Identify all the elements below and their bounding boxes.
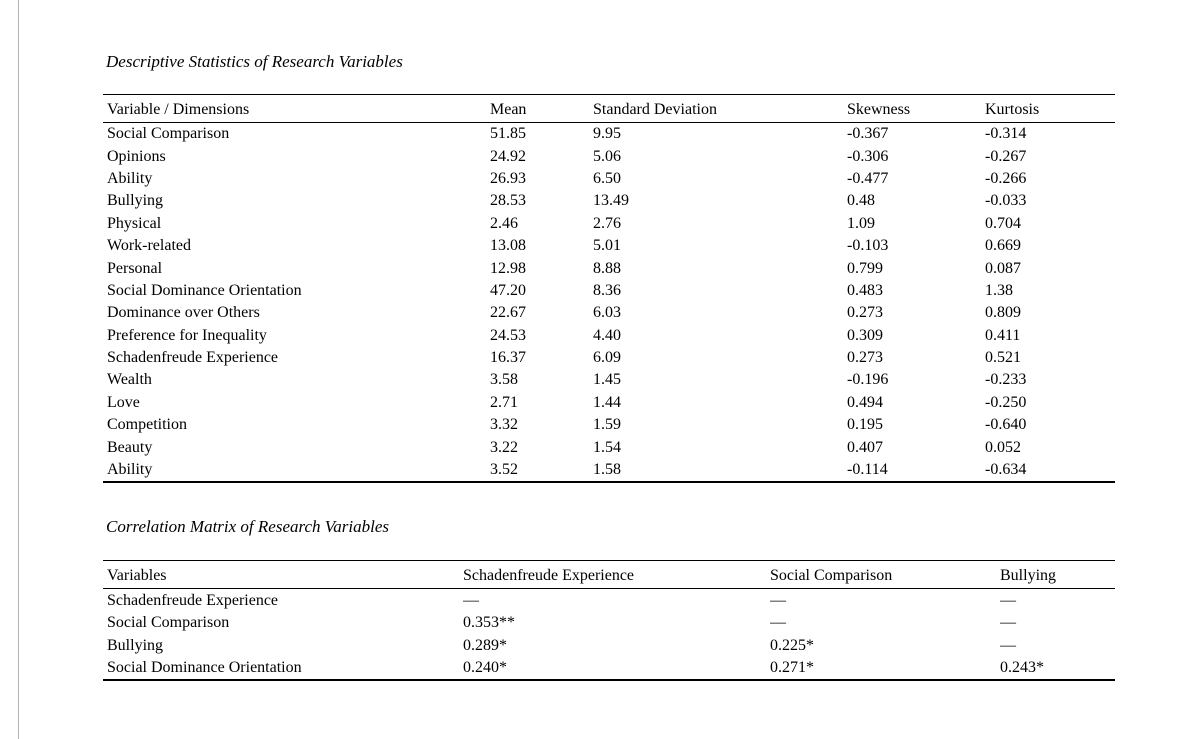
cell-skewness: 0.494: [847, 393, 883, 411]
table-row: [103, 392, 1115, 414]
table-row: [103, 280, 1115, 302]
cell-skewness: -0.114: [847, 461, 888, 479]
cell-sd: 2.76: [593, 214, 621, 232]
cell-skewness: 0.309: [847, 326, 883, 344]
cell-bullying: —: [1000, 591, 1016, 609]
descriptive-table-body: [103, 123, 1115, 483]
cell-bullying: 0.243*: [1000, 659, 1044, 676]
cell-kurtosis: -0.640: [985, 416, 1027, 434]
correlation-table-header: [103, 561, 1115, 589]
cell-kurtosis: -0.233: [985, 371, 1027, 389]
table-row: [103, 235, 1115, 257]
table-row: [103, 325, 1115, 347]
cell-mean: 28.53: [490, 192, 526, 210]
cell-skewness: 0.407: [847, 438, 883, 456]
cell-schadenfreude: —: [463, 591, 479, 609]
cell-social_comparison: 0.271*: [770, 659, 814, 676]
cell-kurtosis: 0.521: [985, 349, 1021, 367]
cell-sd: 6.03: [593, 304, 621, 322]
page-margin-line: [18, 0, 19, 739]
cell-skewness: -0.103: [847, 237, 889, 255]
cell-sd: 13.49: [593, 192, 629, 210]
row-label: Work-related: [107, 237, 191, 255]
cell-kurtosis: 1.38: [985, 281, 1013, 299]
table-row: [103, 612, 1115, 635]
cell-mean: 2.71: [490, 393, 518, 411]
cell-kurtosis: -0.033: [985, 192, 1027, 210]
cell-bullying: —: [1000, 614, 1016, 631]
cell-skewness: 0.273: [847, 349, 883, 367]
cell-skewness: -0.477: [847, 169, 889, 187]
cell-schadenfreude: 0.289*: [463, 636, 507, 654]
cell-skewness: 0.483: [847, 281, 883, 299]
cell-sd: 8.88: [593, 259, 621, 277]
cell-mean: 24.53: [490, 326, 526, 344]
cell-mean: 3.52: [490, 461, 518, 479]
cell-kurtosis: 0.669: [985, 237, 1021, 255]
row-label: Physical: [107, 214, 162, 232]
row-label: Bullying: [107, 192, 164, 210]
cell-skewness: 1.09: [847, 214, 875, 232]
table-row: [103, 213, 1115, 235]
descriptive-statistics-table: [103, 94, 1115, 483]
cell-sd: 6.50: [593, 169, 621, 187]
cell-sd: 6.09: [593, 349, 621, 367]
table-row: [103, 123, 1115, 146]
row-label: Social Dominance Orientation: [107, 281, 302, 299]
cell-kurtosis: -0.267: [985, 147, 1027, 165]
cell-sd: 9.95: [593, 125, 621, 143]
table-row: [103, 459, 1115, 482]
row-label: Preference for Inequality: [107, 326, 267, 344]
column-header-bullying: Bullying: [1000, 561, 1115, 589]
column-header-variable: Variable / Dimensions: [103, 95, 490, 123]
cell-social_comparison: —: [770, 614, 786, 631]
cell-mean: 2.46: [490, 214, 518, 232]
cell-skewness: 0.799: [847, 259, 883, 277]
cell-mean: 12.98: [490, 259, 526, 277]
cell-kurtosis: -0.250: [985, 393, 1027, 411]
cell-kurtosis: -0.266: [985, 169, 1027, 187]
cell-skewness: -0.196: [847, 371, 889, 389]
column-header-variables: Variables: [103, 561, 463, 589]
row-label: Social Comparison: [107, 125, 230, 143]
column-header-schadenfreude-experience: Schadenfreude Experience: [463, 561, 770, 589]
row-label: Bullying: [107, 636, 164, 654]
cell-sd: 4.40: [593, 326, 621, 344]
cell-kurtosis: -0.634: [985, 461, 1027, 479]
document-content: [103, 52, 1115, 681]
column-header-standard-deviation: Standard Deviation: [593, 95, 847, 123]
table-row: [103, 436, 1115, 458]
cell-sd: 8.36: [593, 281, 621, 299]
cell-kurtosis: 0.052: [985, 438, 1021, 456]
header-row: [103, 561, 1115, 589]
row-label: Love: [107, 393, 140, 411]
cell-kurtosis: 0.809: [985, 304, 1021, 322]
cell-mean: 3.32: [490, 416, 518, 434]
cell-bullying: —: [1000, 636, 1016, 654]
cell-kurtosis: 0.087: [985, 259, 1021, 277]
table-row: [103, 347, 1115, 369]
row-label: Ability: [107, 461, 153, 479]
cell-skewness: 0.48: [847, 192, 875, 210]
row-label: Social Dominance Orientation: [107, 659, 302, 676]
column-header-mean: Mean: [490, 95, 593, 123]
cell-sd: 1.58: [593, 461, 621, 479]
row-label: Wealth: [107, 371, 152, 389]
row-label: Personal: [107, 259, 163, 277]
correlation-matrix-table: [103, 560, 1115, 681]
cell-skewness: -0.367: [847, 125, 889, 143]
row-label: Beauty: [107, 438, 153, 456]
cell-skewness: 0.273: [847, 304, 883, 322]
column-header-social-comparison: Social Comparison: [770, 561, 1000, 589]
row-label: Social Comparison: [107, 614, 230, 631]
row-label: Ability: [107, 169, 153, 187]
cell-kurtosis: 0.704: [985, 214, 1021, 232]
cell-social_comparison: —: [770, 591, 786, 609]
cell-sd: 5.06: [593, 147, 621, 165]
cell-sd: 1.45: [593, 371, 621, 389]
row-label: Opinions: [107, 147, 166, 165]
cell-mean: 16.37: [490, 349, 526, 367]
cell-kurtosis: 0.411: [985, 326, 1021, 344]
descriptive-table-title: Descriptive Statistics of Research Variables: [106, 52, 403, 71]
cell-sd: 1.59: [593, 416, 621, 434]
table-row: [103, 257, 1115, 279]
row-label: Dominance over Others: [107, 304, 260, 322]
table-row: [103, 589, 1115, 612]
correlation-table-title: Correlation Matrix of Research Variables: [106, 517, 389, 537]
cell-sd: 1.54: [593, 438, 621, 456]
cell-mean: 13.08: [490, 237, 526, 255]
table-row: [103, 168, 1115, 190]
cell-mean: 3.22: [490, 438, 518, 456]
cell-mean: 24.92: [490, 147, 526, 165]
table-row: [103, 145, 1115, 167]
correlation-table-body: [103, 589, 1115, 681]
cell-schadenfreude: 0.240*: [463, 659, 507, 676]
cell-mean: 51.85: [490, 125, 526, 143]
table-row: [103, 369, 1115, 391]
cell-sd: 1.44: [593, 393, 621, 411]
descriptive-table-header: [103, 95, 1115, 123]
cell-mean: 22.67: [490, 304, 526, 322]
cell-skewness: -0.306: [847, 147, 889, 165]
table-row: [103, 414, 1115, 436]
cell-mean: 26.93: [490, 169, 526, 187]
cell-mean: 3.58: [490, 371, 518, 389]
table-row: [103, 634, 1115, 657]
column-header-skewness: Skewness: [847, 95, 985, 123]
table-row: [103, 190, 1115, 212]
cell-sd: 5.01: [593, 237, 621, 255]
cell-kurtosis: -0.314: [985, 125, 1027, 143]
row-label: Schadenfreude Experience: [107, 349, 279, 367]
row-label: Competition: [107, 416, 187, 434]
row-label: Schadenfreude Experience: [107, 591, 279, 609]
column-header-kurtosis: Kurtosis: [985, 95, 1115, 123]
header-row: [103, 95, 1115, 123]
table-row: [103, 657, 1115, 681]
cell-schadenfreude: 0.353**: [463, 614, 515, 631]
cell-skewness: 0.195: [847, 416, 883, 434]
table-row: [103, 302, 1115, 324]
cell-social_comparison: 0.225*: [770, 636, 814, 654]
cell-mean: 47.20: [490, 281, 526, 299]
